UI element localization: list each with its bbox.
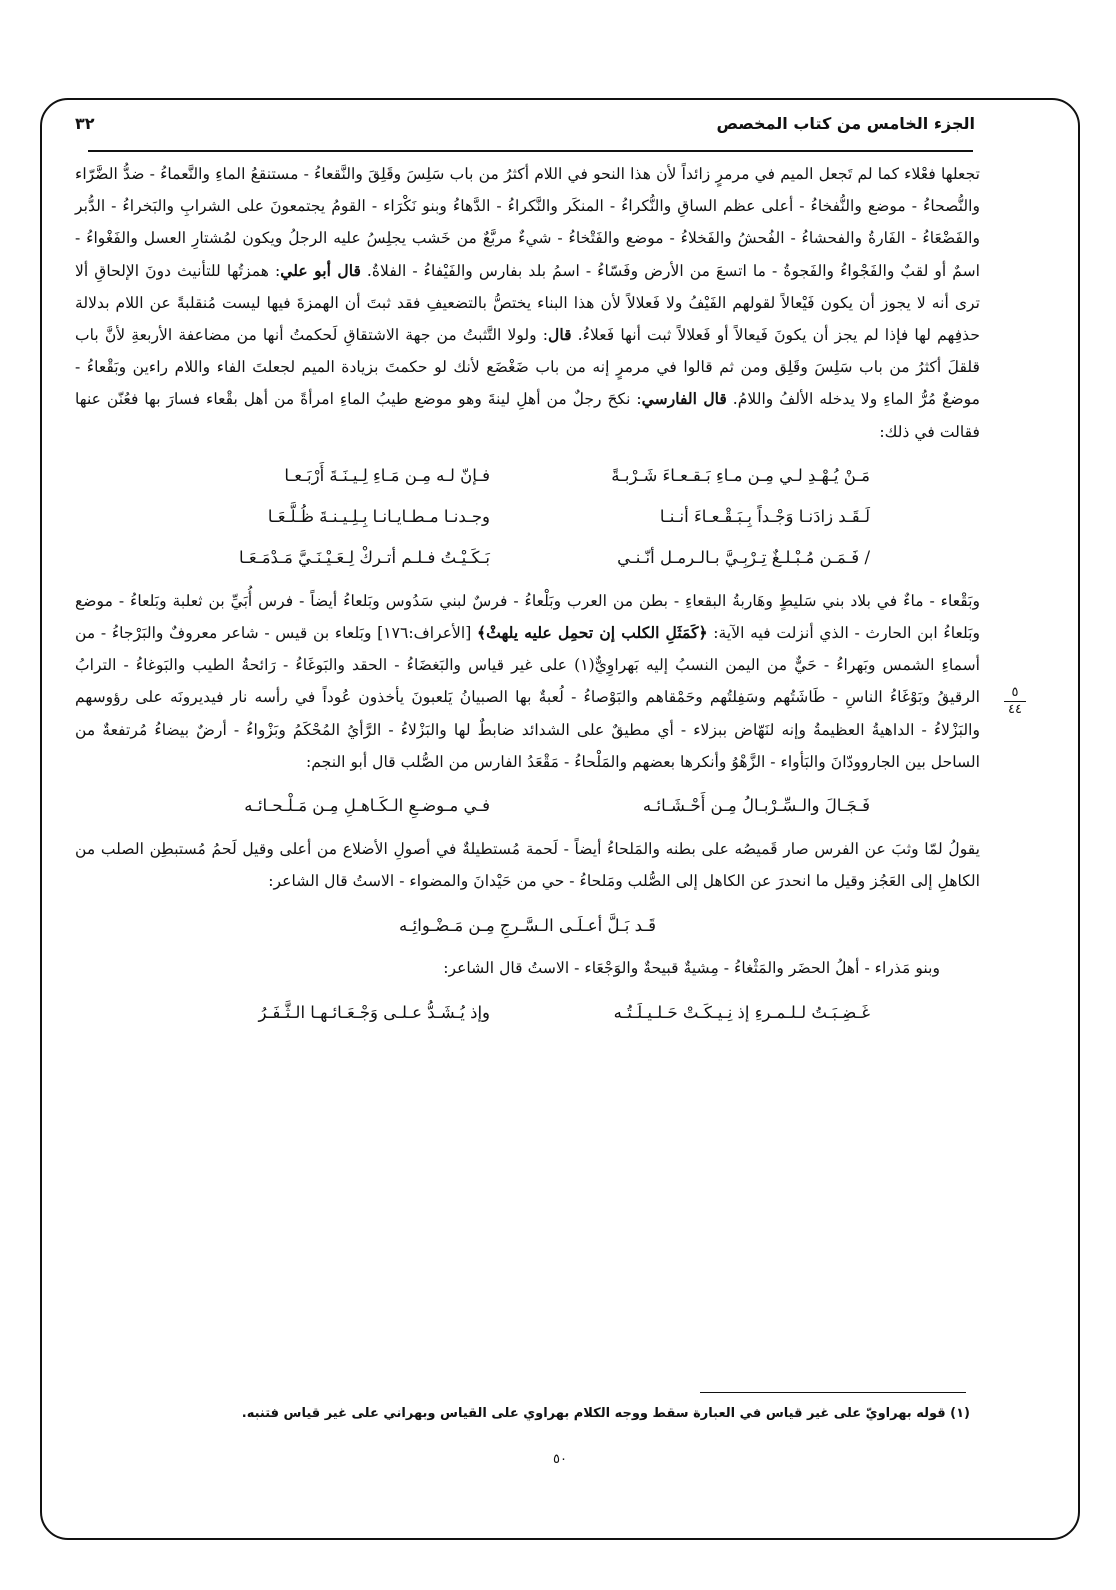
margin-reference-top: ٥ [1011, 685, 1019, 700]
verse [75, 993, 980, 1034]
text-run: : نكحَ رجلٌ من أهلِ لينةَ وهو موضع طيبُ الماءِ امرأةً من أهل بقْعاء فسارَ بها فعُنّن عنها فقالت في ذلك: [75, 390, 980, 441]
text-run: : ولولا التَّثبتُ من جهة الاشتقاقِ لَحكمتُ أنها من مضاعفة الأربعةِ لأنَّ باب قلقلَ أكثرُ من باب سَلِسَ وقَلِق ومن ثم قالوا في مرمرٍ إنه من باب ضَغْضَع لأنك لو حكمتَ بزيادة الميم لجعلتَ الفاء واللام راءين وبَقْعاءُ - موضعٌ مُرُّ الماءِ ولا يدخله الألفُ واللامُ. [75, 326, 981, 409]
hemistich-right: فَـجَـالَ والـسِّـرْبـالُ مِـن أَحْـشَـائـه [642, 796, 870, 816]
margin-reference-bottom: ٤٤ [1008, 702, 1022, 717]
hemistich-right: مَـنْ يُـهْـدِ لـي مِـن مـاءِ بَـقـعـاءَ شَـرْبـةً [611, 466, 870, 486]
text-run: وبَقْعاء - ماءٌ في بلاد بني سَليطٍ وهَاربةُ البقعاءِ - بطن من العرب وبَلْعاءُ - فرسٌ لبني سَدُوس وبَلعاءُ أيضاً - فرس أُبَيِّ بن ثعلبة وبَلعاءُ - موضع وبَلعاءُ ابن الحارث - الذي أنزلت فيه الآية: [75, 591, 981, 643]
verse [75, 456, 980, 497]
verse [75, 538, 980, 579]
verse [75, 905, 980, 946]
speaker-farisi: قال الفارسي [641, 389, 727, 409]
text-run: وبنو مَذراء - أهلُ الحضَر والمَثْغاءُ - مِشيةٌ قبيحةٌ والوَجْعَاء - الاستُ قال الشاعر: [443, 959, 940, 978]
footnote: (١) قوله بهراويّ على غير قياس في العبارة سقط ووجه الكلام بهراوي على القياس وبهراني على غير قياس فتنبه. [241, 1406, 970, 1421]
paragraph-1 [75, 158, 980, 448]
hemistich-right: لَـقَـد زادَنـا وَجْـداً بِـبَـقْـعـاءَ أنـنـا [659, 507, 870, 527]
paragraph-2 [75, 585, 980, 778]
hemistich-single: قَـد بَـلَّ أعـلَـى الـسَّـرجِ مِـن مَـضْـوائِـه [398, 915, 657, 935]
poem-wajaa [75, 993, 980, 1034]
footnote-rule [700, 1392, 966, 1393]
quran-quote: ﴿كَمَثَلِ الكلب إن تحمِل عليه يلهثْ﴾ [477, 623, 708, 643]
page-footer-number: ٥٠ [553, 1452, 567, 1467]
poem-abu-najm [75, 786, 980, 827]
text-run: تجعلها فعْلاء كما لم تَجعل الميم في مرمرٍ زائداً لأن هذا النحو في اللام أكثرُ من باب سَلِسَ وقَلِقَ والنَّقعاءُ - مستنقعُ الماءِ والنَّعماءُ - ضدُّ الضَّرّاء والنُّصحاءُ - موضع والنُّفخاءُ - أعلى عظم الساقِ والنُّكراءُ - المنكَر والنَّكراءُ - الدَّهاءُ وبنو نَكْرَاء - القومُ يجتمعونَ على الشرابِ والبَخراءُ - الدُّبر والفَضْعَاءُ - الفَارةُ والفحشاءُ - الفُحشُ والفَخلاءُ - موضع والفَتْخاءُ - شيءٌ مربَّعٌ من خَشب يجلِسُ عليه الرجلُ ويكون لمُشتارِ العسل والفَغْواءُ - اسمٌ أو لقبٌ والفَجْواءُ والفَجوةُ - ما اتسعَ من الأرض وفَسّاءُ - اسمُ بلد بفارس والفَيْفاءُ - الفلاةُ. [75, 165, 981, 280]
paragraph-3 [75, 833, 980, 897]
hemistich-right: غَـضِـبَـتُ لـلـمـرءِ إذ نِـيـكَـتْ حَـلـيـلَـتُـه [613, 1003, 870, 1023]
hemistich-left: فـي مـوضـعِ الـكَـاهـلِ مِـن مَـلْـحـائـه [244, 796, 490, 816]
book-title: الجزء الخامس من كتاب المخصص [716, 113, 975, 133]
verse [75, 786, 980, 827]
page-header [75, 108, 975, 138]
hemistich-left: بَـكَـيْـتُ فـلـم أتـركْ لِـعَـيْـنَـيَّ مَـدْمَـعَـا [239, 548, 490, 568]
hemistich-right: / فَـمَـن مُـبْـلـغٌ تِـرْبِـيَّ بـالـرمـل أنّـنـي [617, 548, 870, 568]
poem-madwa [75, 905, 980, 946]
text-run: [الأعراف:١٧٦] وبَلعاء بن قيس - شاعر معروفٌ والبَرْجاءُ - من أسماءِ الشمس وبَهراءُ - حَيٌّ من اليمن النسبُ إليه بَهراوِيٌّ(١) على غير قياس والبَغضَاءُ - الحقد والبَوغَاءُ - رَائحةُ الطيب والبَوغاءُ - الترابُ الرقيقُ وبَوْغَاءُ الناسِ - طَاشَتُهم وسَفِلتُهم وحَمْقاهم والبَوْصاءُ - لُعبةٌ بها الصبيانُ يَلعبونَ يأخذون عُوداً في رأسه نار فيديرونَه على رؤوسهم والبَزْلاءُ - الداهيةُ العظيمةُ وإنه لنَهّاض ببزلاء - أي مطيقٌ على الشدائد ضابطٌ لها والبَزْلاءُ - الرَّأيُ المُحْكَمُ وبَزْواءُ - أرضٌ بيضاءُ مُرتفعةٌ من الساحل بين الجاروودّانَ والبَأواء - الزَّهْوُ وأنكرها بعضهم والمَلْحاءُ - مَقْعَدُ الفارس من الصُّلب قال أبو النجم: [75, 624, 981, 771]
verse [75, 497, 980, 538]
page-content [75, 158, 980, 1040]
speaker-qala: قال [548, 325, 572, 345]
hemistich-left: فـإنّ لـه مِـن مَـاءِ لِـيـنَـةَ أَرْبَـعـا [284, 466, 490, 486]
header-rule [88, 150, 973, 152]
hemistich-left: وإذ يُـشَـدُّ عـلـى وَجْـعَـائـهـا الـثَّـفَـرُ [258, 1003, 490, 1023]
speaker-abu-ali: قال أبو علي [280, 260, 361, 280]
poem-lina [75, 456, 980, 579]
header-page-number: ٣٢ [75, 113, 95, 133]
hemistich-left: وجـدنـا مـطـايـانـا بِـلِـيـنـةَ ظُـلَّـعَـا [267, 507, 490, 527]
margin-page-reference [1000, 686, 1030, 717]
text-run: يقولُ لمّا وثبَ عن الفرس صار قَميصُه على بطنه والمَلحاءُ أيضاً - لَحمة مُستطيلةٌ في أصولِ الأضلاع من أعلى وقيل لَحمُ مُستبطِن الصلب من الكاهلِ إلى العَجُز وقيل ما انحدرَ عن الكاهل إلى الصُّلب ومَلحاءُ - حي من حَيْدانَ والمضواء - الاستُ قال الشاعر: [75, 840, 980, 891]
paragraph-4 [75, 952, 980, 984]
text-run: : همزتُها للتأنيث دونَ الإلحاقِ ألا ترى أنه لا يجوز أن يكون فَيْعالاً لقولهم الفَيْفُ ولا فَعلالاً لأن هذا البناء يختصُّ بالتضعيفِ فقد ثبتَ أن الهمزةَ فيها ليست مُنقلبةً عن اللام بدلالة حذفِهم لها فإذا لم يجز أن يكونَ فَيعالاً أو فَعلالاً ثبت أنها فَعلاءُ. [75, 261, 980, 345]
